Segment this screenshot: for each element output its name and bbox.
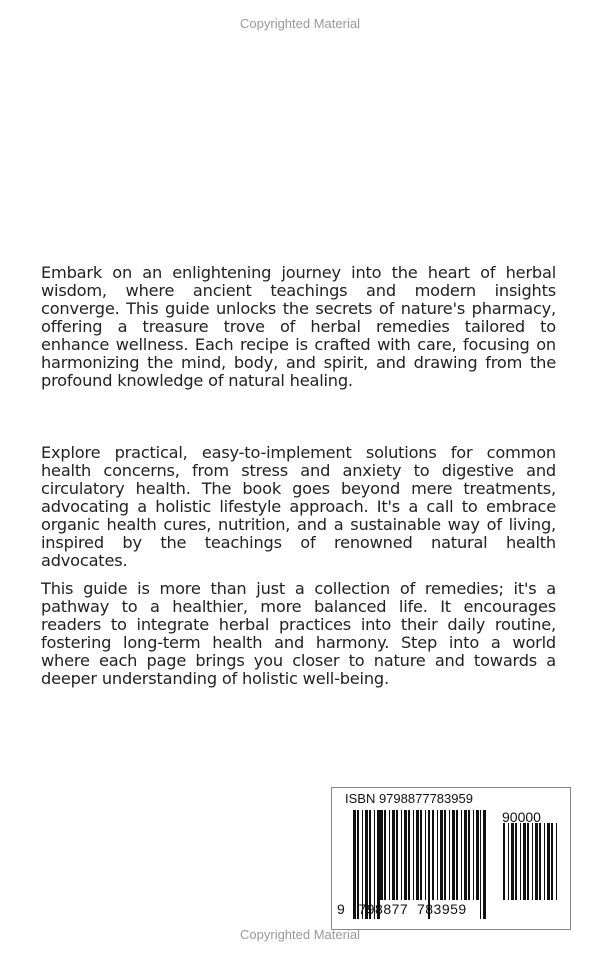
barcode-bar bbox=[503, 823, 505, 900]
isbn-label: ISBN 9798877783959 bbox=[345, 791, 473, 806]
digits-left: 798877 bbox=[358, 901, 409, 917]
text-line: advocating a holistic lifestyle approach. It's a call to embrace bbox=[41, 497, 556, 516]
barcode-bar bbox=[480, 810, 481, 919]
watermark-bottom: Copyrighted Material bbox=[240, 927, 360, 942]
digits-right: 783959 bbox=[416, 901, 467, 917]
text-line: readers to integrate herbal practices into their daily routine, bbox=[41, 615, 556, 634]
barcode-bar bbox=[452, 810, 455, 900]
barcode-bar bbox=[461, 810, 462, 900]
paragraph-2 bbox=[41, 444, 556, 570]
text-line: profound knowledge of natural healing. bbox=[41, 371, 353, 390]
barcode-bar bbox=[392, 810, 395, 900]
barcode-bar bbox=[384, 810, 386, 900]
text-line: harmonizing the mind, body, and spirit, and drawing from the bbox=[41, 353, 556, 372]
text-line: deeper understanding of holistic well-being. bbox=[41, 669, 389, 688]
text-line: enhance wellness. Each recipe is crafted with care, focusing on bbox=[41, 335, 556, 354]
paragraph-3 bbox=[41, 580, 556, 688]
barcode-bar bbox=[539, 823, 541, 900]
barcode-bar bbox=[535, 823, 538, 900]
barcode-bar bbox=[389, 810, 390, 900]
text-line: fostering long-term health and harmony. Step into a world bbox=[41, 633, 556, 652]
barcode-bar bbox=[520, 823, 521, 900]
barcode-bar bbox=[456, 810, 458, 900]
text-line: pathway to a healthier, more balanced life. It encourages bbox=[41, 597, 556, 616]
barcode-bar bbox=[556, 823, 557, 900]
barcode-bar bbox=[551, 823, 553, 900]
paragraph-1 bbox=[41, 264, 556, 390]
barcode-bar bbox=[420, 810, 422, 900]
barcode-digits bbox=[337, 901, 467, 917]
barcode-bar bbox=[511, 823, 514, 900]
barcode-bar bbox=[396, 810, 398, 900]
text-line: circulatory health. The book goes beyond mere treatments, bbox=[41, 479, 556, 498]
barcode-bar bbox=[476, 810, 479, 900]
barcode-bar bbox=[437, 810, 438, 900]
barcode-bar bbox=[425, 810, 426, 900]
text-line: offering a treasure trove of herbal remedies tailored to bbox=[41, 317, 556, 336]
barcode-bar bbox=[432, 810, 434, 900]
isbn-barcode bbox=[331, 787, 571, 930]
barcode-bar bbox=[449, 810, 450, 900]
barcode-bar bbox=[473, 810, 474, 900]
barcode-bar bbox=[515, 823, 517, 900]
barcode-bar bbox=[408, 810, 410, 900]
barcode-bar bbox=[404, 810, 407, 900]
barcode-bar bbox=[547, 823, 550, 900]
text-line: Explore practical, easy-to-implement solutions for common bbox=[41, 443, 556, 462]
text-line: wisdom, where ancient teachings and modern insights bbox=[41, 281, 556, 300]
text-line: where each page brings you closer to nature and towards a bbox=[41, 651, 556, 670]
price-addon: 90000 bbox=[502, 809, 541, 825]
barcode-bar bbox=[444, 810, 446, 900]
barcode-bar bbox=[523, 823, 526, 900]
text-line: Embark on an enlightening journey into the heart of herbal bbox=[41, 263, 556, 282]
barcode-bar bbox=[508, 823, 509, 900]
barcode-bar bbox=[468, 810, 470, 900]
digit-first: 9 bbox=[337, 901, 346, 917]
text-line: advocates. bbox=[41, 551, 128, 570]
text-line: inspired by the teachings of renowned natural health bbox=[41, 533, 556, 552]
barcode-bar bbox=[532, 823, 533, 900]
barcode-bar bbox=[401, 810, 402, 900]
text-line: organic health cures, nutrition, and a sustainable way of living, bbox=[41, 515, 556, 534]
barcode-bar bbox=[544, 823, 545, 900]
text-line: health concerns, from stress and anxiety to digestive and bbox=[41, 461, 556, 480]
barcode-bar bbox=[483, 810, 486, 919]
barcode-bar bbox=[527, 823, 529, 900]
text-line: This guide is more than just a collection of remedies; it's a bbox=[41, 579, 556, 598]
watermark-top: Copyrighted Material bbox=[240, 16, 360, 31]
barcode-bar bbox=[464, 810, 467, 900]
barcode-bar bbox=[440, 810, 443, 900]
text-line: converge. This guide unlocks the secrets of nature's pharmacy, bbox=[41, 299, 556, 318]
barcode-bar bbox=[416, 810, 419, 900]
barcode-bar bbox=[380, 810, 383, 900]
barcode-bar bbox=[413, 810, 414, 900]
